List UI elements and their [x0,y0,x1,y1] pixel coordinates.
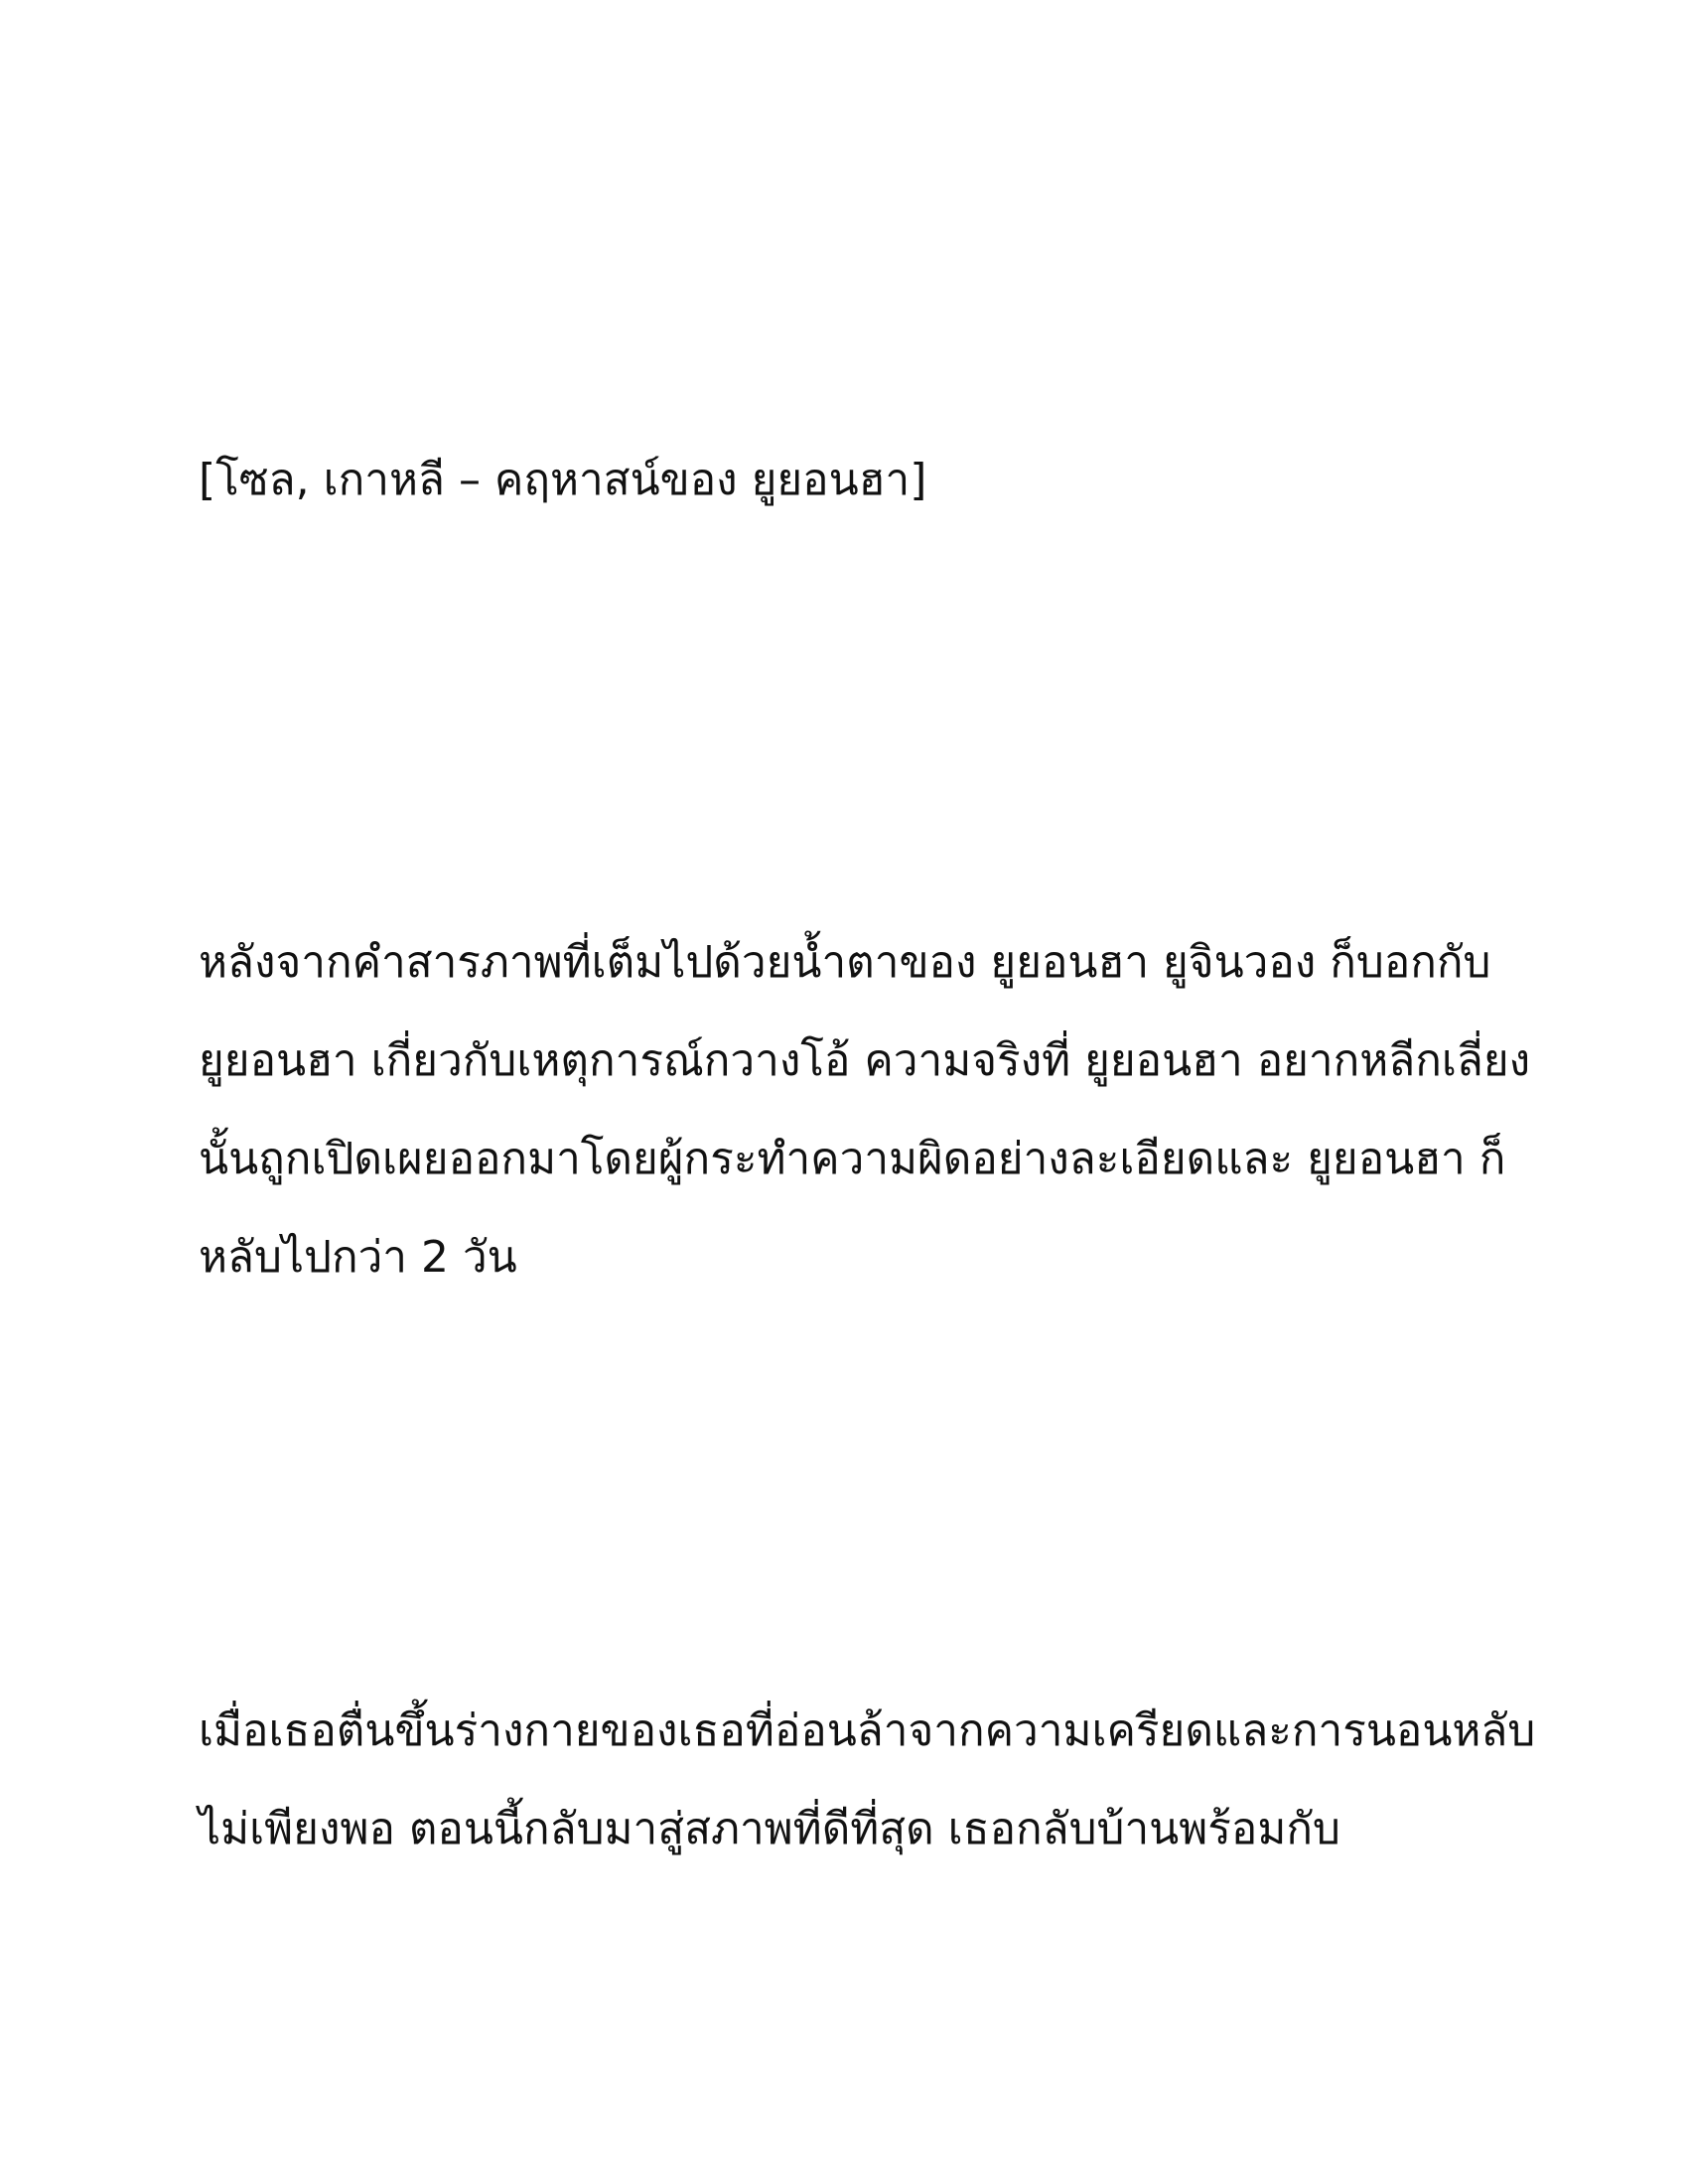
paragraph-1-line-1: หลังจากคำสารภาพที่เต็มไปด้วยน้ำตาของ ยูยอนฮา ยูจินวอง ก็บอกกับ [199,937,1491,988]
paragraph-2-line-2: ไม่เพียงพอ ตอนนี้กลับมาสู่สภาพที่ดีที่สุด เธอกลับบ้านพร้อมกับ [199,1804,1340,1854]
paragraph-2-line-1: เมื่อเธอตื่นขึ้นร่างกายของเธอที่อ่อนล้าจากความเครียดและการนอนหลับ [199,1706,1536,1756]
paragraph-1-line-4: หลับไปกว่า 2 วัน [199,1232,517,1283]
paragraph-1-line-2: ยูยอนฮา เกี่ยวกับเหตุการณ์กวางโอ้ ความจริงที่ ยูยอนฮา อยากหลีกเลี่ยง [199,1035,1531,1086]
scene-heading: [โซล, เกาหลี – คฤหาสน์ของ ยูยอนฮา] [199,455,927,505]
paragraph-1-line-3: นั้นถูกเปิดเผยออกมาโดยผู้กระทำความผิดอย่างละเอียดและ ยูยอนฮา ก็ [199,1134,1506,1184]
